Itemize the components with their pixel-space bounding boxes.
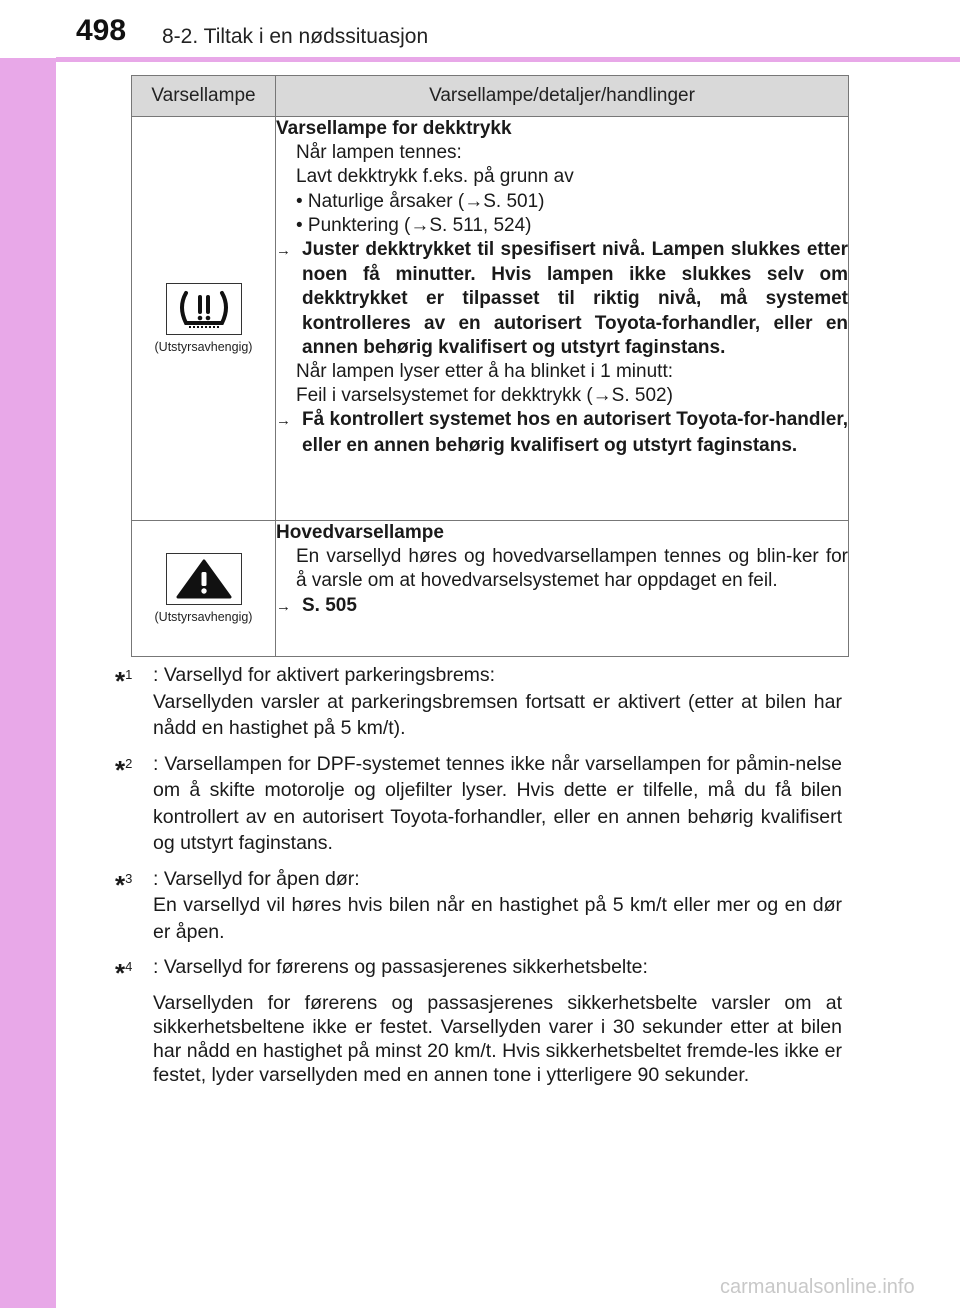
footnote-marker: *$^2$ <box>115 754 133 785</box>
watermark: carmanualsonline.info <box>720 1276 915 1298</box>
header-rule <box>56 57 960 62</box>
section-title: 8-2. Tiltak i en nødssituasjon <box>162 25 429 48</box>
bullet-item: • Naturlige årsaker (→S. 501) <box>296 190 545 212</box>
desc-line: Feil i varselsystemet for dekktrykk (→S. 502) <box>296 385 673 407</box>
action-text: S. 505 <box>302 594 357 616</box>
tire-pressure-warning-icon <box>166 283 242 335</box>
footnote-text: : Varsellyd for aktivert parkeringsbrems: <box>153 664 496 686</box>
footnote-text: : Varsellampen for DPF-systemet tennes ikke når varsellampen for påmin-nelse om å skifte motorolje og oljefilter lyser. Hvis dette er tilfelle, må du få bilen kontrollert av en autorisert Toyota-forhandler, eller en annen behørig kvalifisert og utstyrt faginstans. <box>153 752 842 854</box>
action-item <box>276 408 848 457</box>
bullet-item: • Punktering (→S. 511, 524) <box>296 214 532 236</box>
footnote-text: : Varsellyd for førerens og passasjerenes sikkerhetsbelte: <box>153 956 648 978</box>
footnote-extra: Varsellyden for førerens og passasjerenes sikkerhetsbelte varsler om at sikkerhetsbeltene ikke er festet. Varsellyden varer i 30 sekunder etter at bilen har nådd en hastighet på minst 20 km/t. Hvis sikkerhetsbeltet fremde-les ikke er festet, lyder varsellyden med en annen tone i ytterligere 90 sekunder. <box>153 991 842 1086</box>
side-color-strip <box>0 0 56 1308</box>
arrow-icon: → <box>276 597 291 615</box>
desc-line: Når lampen tennes: <box>296 142 462 164</box>
arrow-icon: → <box>276 412 291 430</box>
table-row <box>132 521 849 657</box>
footnote <box>115 662 842 742</box>
footnote-text: : Varsellyd for åpen dør: <box>153 867 360 890</box>
footnote-extra: Varsellyden varsler at parkeringsbremsen fortsatt er aktivert (etter at bilen har nådd en hastighet på 5 km/t). <box>153 690 842 739</box>
description-cell <box>276 521 849 657</box>
icon-cell <box>132 117 276 521</box>
arrow-icon: → <box>276 242 291 260</box>
desc-line: Når lampen lyser etter å ha blinket i 1 minutt: <box>296 361 674 383</box>
footnote-extra: En varsellyd vil høres hvis bilen når en hastighet på 5 km/t eller mer og en dør er åpen. <box>153 894 842 943</box>
page-header <box>0 0 960 58</box>
desc-line: Lavt dekktrykk f.eks. på grunn av <box>296 166 574 188</box>
page-number: 498 <box>76 14 127 47</box>
action-text: Få kontrollert systemet hos en autorisert Toyota-for-handler, eller en annen behørig kvalifisert og utstyrt faginstans. <box>302 409 848 456</box>
action-text: Juster dekktrykket til spesifisert nivå. Lampen slukkes etter noen få minutter. Hvis lampen ikke slukkes selv om dekktrykket er tilpasset til riktig nivå, må systemet kontrolleres av en autorisert Toyota-forhandler, eller en annen behørig kvalifisert og utstyrt faginstans. <box>302 239 848 358</box>
warning-lamp-table <box>131 75 849 657</box>
footnote <box>115 866 842 946</box>
action-item <box>276 238 848 360</box>
column-header-details: Varsellampe/detaljer/handlinger <box>276 76 849 117</box>
action-item <box>276 594 848 619</box>
lamp-title: Hovedvarsellampe <box>276 522 444 543</box>
footnote-marker: *$^1$ <box>115 666 133 696</box>
icon-note: (Utstyrsavhengig) <box>154 340 253 354</box>
column-header-lamp: Varsellampe <box>132 76 276 117</box>
table-header-row <box>132 76 849 117</box>
footnotes <box>115 662 842 1096</box>
master-warning-triangle-icon <box>166 553 242 605</box>
desc-line: En varsellyd høres og hovedvarsellampen tennes og blin-ker for å varsle om at hovedvarselsystemet har oppdaget en feil. <box>296 546 848 592</box>
icon-note: (Utstyrsavhengig) <box>154 610 253 624</box>
footnote <box>115 751 842 857</box>
lamp-title: Varsellampe for dekktrykk <box>276 118 512 139</box>
footnote-marker: *$^4$ <box>115 958 133 988</box>
table-row <box>132 117 849 521</box>
footnote <box>115 954 842 1087</box>
icon-cell <box>132 521 276 657</box>
description-cell <box>276 117 849 521</box>
footnote-marker: *$^3$ <box>115 869 133 900</box>
